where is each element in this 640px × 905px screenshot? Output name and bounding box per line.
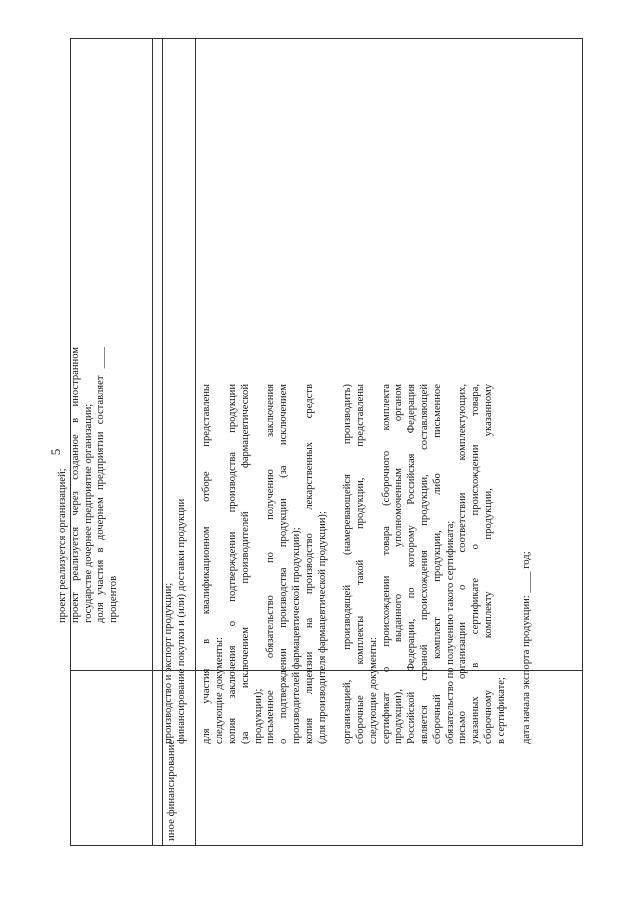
text-line: указанных в сертификате о происхождении товара, — [470, 384, 482, 744]
row-label: иное финансирование — [165, 739, 177, 841]
table-border-bottom — [70, 845, 583, 846]
text-line: письменное обязательство по получению заключения — [265, 384, 277, 744]
text-line: продукции); — [252, 688, 264, 744]
text-line: следующие документы: — [214, 637, 226, 744]
text-line: для участия в квалификационном отборе представлены — [201, 384, 213, 744]
text-line: организацией, производящей (намеревающейся производить) — [342, 384, 354, 744]
text-line: сертификат о происхождении товара (сборочного комплекта — [380, 384, 392, 744]
table-col-divider-1 — [152, 38, 153, 846]
page-number: 5 — [48, 448, 63, 456]
text-line: копия лицензии на производство лекарственных средств — [303, 384, 315, 744]
text-spacer — [329, 384, 342, 744]
text-spacer — [189, 384, 202, 744]
text-line: процентов — [108, 575, 120, 623]
text-line: сборочному комплекту продукции, указанному — [482, 384, 494, 744]
text-line: обязательство по получению такого сертификата; — [444, 520, 456, 744]
text-line: проект реализуется организацией; — [57, 468, 68, 623]
text-line: следующие документы: — [367, 637, 379, 744]
text-line: о подтверждении производства продукции (за исключением — [278, 384, 290, 744]
text-line: (за исключением производителей фармацевтической — [239, 384, 251, 744]
project-info-cell — [57, 347, 125, 623]
text-line: государстве дочернее предприятие организации; — [82, 403, 94, 623]
text-line: продукции), выданного уполномоченным органом — [393, 384, 405, 744]
financing-details-cell — [163, 384, 537, 744]
text-spacer — [509, 384, 522, 744]
text-line: сборочный комплект продукции, либо письменное — [431, 384, 443, 744]
text-line: копия заключения о подтверждении производства продукции — [226, 384, 238, 744]
text-line: дата начала экспорта продукции: ____ год; — [521, 551, 533, 744]
text-line: доля участия в дочернем предприятии составляет ____ — [95, 347, 107, 623]
table-border-right — [582, 38, 583, 846]
text-line: Российской Федерации, по которому Российская Федерация — [406, 384, 418, 744]
text-line: в сертификате; — [495, 677, 507, 744]
text-line: является страной происхождения продукции, составляющей — [418, 384, 430, 744]
text-line: (для производителя фармацевтической продукции); — [316, 511, 328, 744]
text-line: финансирование покупки и (или) доставки продукции — [175, 498, 187, 744]
text-line: проект реализуется через созданное в иностранном — [69, 347, 81, 623]
table-border-top — [70, 38, 583, 39]
text-line: сборочные комплекты такой продукции, представлены — [354, 384, 366, 744]
text-line: письмо организации о соответствии комплектующих, — [457, 384, 469, 744]
text-line: производителей фармацевтической продукции); — [290, 527, 302, 744]
text-line: производство и экспорт продукции; — [163, 582, 174, 744]
